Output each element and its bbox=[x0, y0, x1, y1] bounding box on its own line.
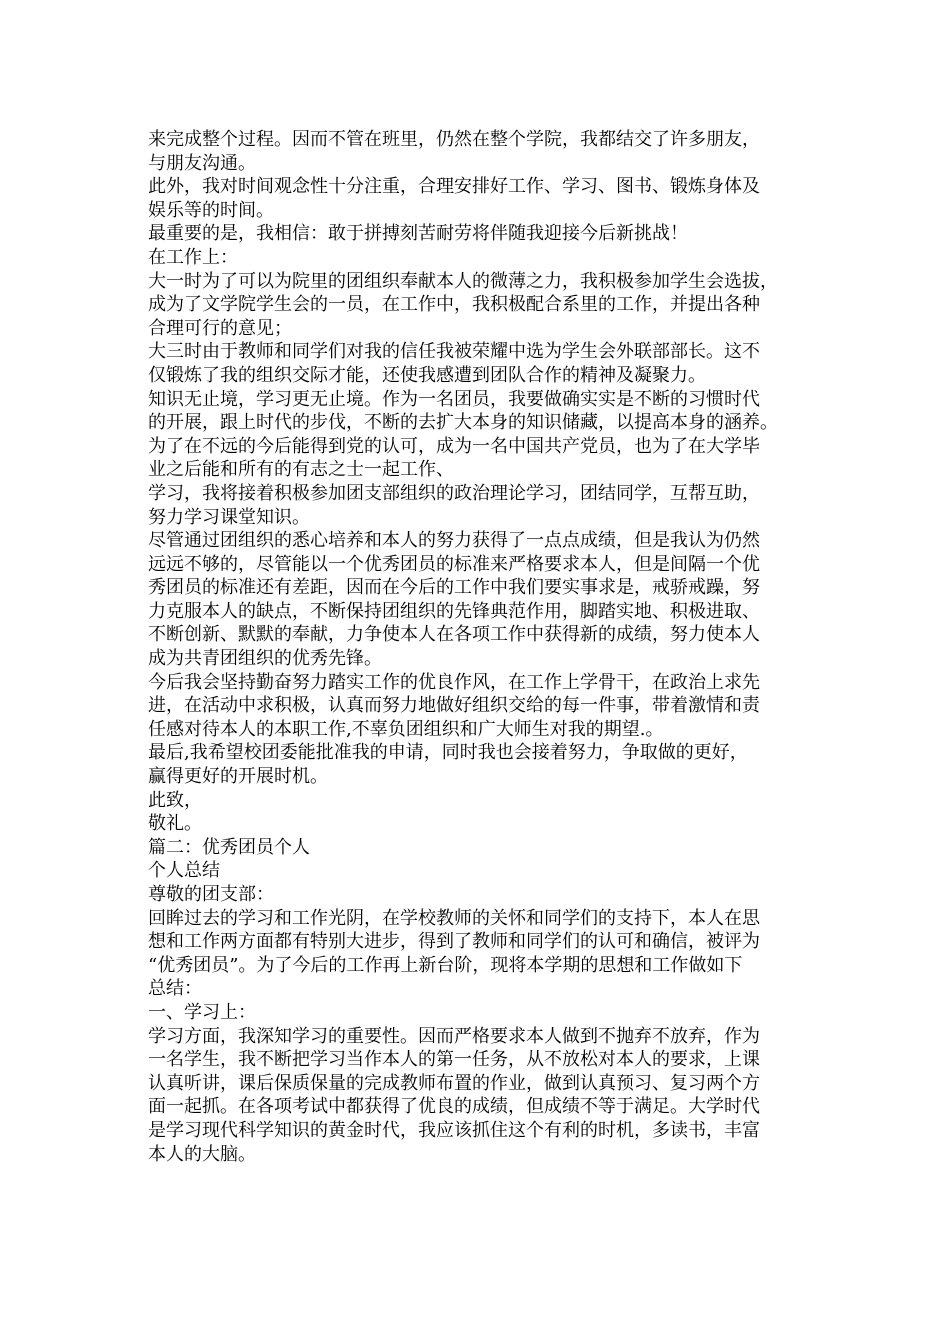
text-line: 不断创新、默默的奉献，力争使本人在各项工作中获得新的成绩，努力使本人 bbox=[148, 624, 760, 646]
text-line: 尽管通过团组织的悉心培养和本人的努力获得了一点点成绩，但是我认为仍然 bbox=[148, 530, 760, 552]
section-title: 个人总结 bbox=[148, 860, 220, 882]
text-line: 任感对待本人的本职工作,不辜负团组织和广大师生对我的期望.。 bbox=[148, 718, 664, 740]
salutation: 尊敬的团支部： bbox=[148, 884, 274, 905]
text-line: 的开展，跟上时代的步伐，不断的去扩大本身的知识储藏，以提高本身的涵养。 bbox=[148, 412, 778, 434]
text-line: 仅锻炼了我的组织交际才能，还使我感遭到团队合作的精神及凝聚力。 bbox=[148, 364, 706, 386]
text-line: 此外，我对时间观念性十分注重，合理安排好工作、学习、图书、锻炼身体及 bbox=[148, 176, 760, 198]
text-line: 学习，我将接着积极参加团支部组织的政治理论学习，团结同学，互帮互助， bbox=[148, 482, 760, 504]
text-line: 面一起抓。在各项考试中都获得了优良的成绩，但成绩不等于满足。大学时代 bbox=[148, 1096, 760, 1118]
text-line: 来完成整个过程。因而不管在班里，仍然在整个学院，我都结交了许多朋友， bbox=[148, 129, 760, 150]
text-line: 是学习现代科学知识的黄金时代，我应该抓住这个有利的时机，多读书，丰富 bbox=[148, 1119, 760, 1141]
text-line: 进，在活动中求积极，认真而努力地做好组织交给的每一件事，带着激情和责 bbox=[148, 695, 760, 717]
text-line: 赢得更好的开展时机。 bbox=[148, 766, 328, 788]
text-line: 秀团员的标准还有差距，因而在今后的工作中我们要实事求是，戒骄戒躁，努 bbox=[148, 577, 760, 599]
text-line: 娱乐等的时间。 bbox=[148, 199, 274, 221]
document-body bbox=[148, 128, 828, 1166]
text-line: 一名学生，我不断把学习当作本人的第一任务，从不放松对本人的要求，上课 bbox=[148, 1049, 760, 1071]
text-line: 最重要的是，我相信：敢于拼搏刻苦耐劳将伴随我迎接今后新挑战！ bbox=[148, 223, 688, 245]
text-line: 回眸过去的学习和工作光阴，在学校教师的关怀和同学们的支持下，本人在思 bbox=[148, 907, 760, 929]
section-title: 篇二：优秀团员个人 bbox=[148, 836, 310, 858]
text-line: 大三时由于教师和同学们对我的信任我被荣耀中选为学生会外联部部长。这不 bbox=[148, 341, 760, 363]
text-line: 为了在不远的今后能得到党的认可，成为一名中国共产党员，也为了在大学毕 bbox=[148, 435, 760, 457]
text-line: 远远不够的，尽管能以一个优秀团员的标准来严格要求本人，但是间隔一个优 bbox=[148, 553, 760, 575]
text-line: 合理可行的意见； bbox=[148, 317, 292, 339]
section-heading: 一、学习上： bbox=[148, 1001, 256, 1023]
text-line: 知识无止境，学习更无止境。作为一名团员，我要做确实实是不断的习惯时代 bbox=[148, 388, 760, 410]
text-line: 总结： bbox=[148, 978, 202, 1000]
text-line: 与朋友沟通。 bbox=[148, 152, 256, 174]
text-line: 努力学习课堂知识。 bbox=[148, 506, 310, 528]
text-line: 业之后能和所有的有志之士一起工作、 bbox=[148, 459, 454, 481]
text-line: 今后我会坚持勤奋努力踏实工作的优良作风，在工作上学骨干，在政治上求先 bbox=[148, 671, 760, 693]
text-line: 力克服本人的缺点，不断保持团组织的先锋典范作用，脚踏实地、积极进取、 bbox=[148, 600, 760, 622]
text-line: 最后,我希望校团委能批准我的申请，同时我也会接着努力，争取做的更好， bbox=[148, 742, 748, 764]
section-heading: 在工作上： bbox=[148, 246, 238, 268]
text-line: 认真听讲，课后保质保量的完成教师布置的作业，做到认真预习、复习两个方 bbox=[148, 1072, 760, 1094]
text-line: 想和工作两方面都有特别大进步，得到了教师和同学们的认可和确信，被评为 bbox=[148, 931, 760, 953]
closing-line: 此致， bbox=[148, 789, 202, 811]
text-line: 本人的大脑。 bbox=[148, 1143, 256, 1165]
closing-line: 敬礼。 bbox=[148, 813, 202, 835]
text-line: 成为了文学院学生会的一员，在工作中，我积极配合系里的工作，并提出各种 bbox=[148, 294, 760, 316]
text-line: 成为共青团组织的优秀先锋。 bbox=[148, 648, 382, 670]
text-line: 学习方面，我深知学习的重要性。因而严格要求本人做到不抛弃不放弃，作为 bbox=[148, 1025, 760, 1047]
text-line: “优秀团员”。为了今后的工作再上新台阶，现将本学期的思想和工作做如下 bbox=[148, 954, 743, 976]
text-line: 大一时为了可以为院里的团组织奉献本人的微薄之力，我积极参加学生会选拔， bbox=[148, 270, 778, 292]
